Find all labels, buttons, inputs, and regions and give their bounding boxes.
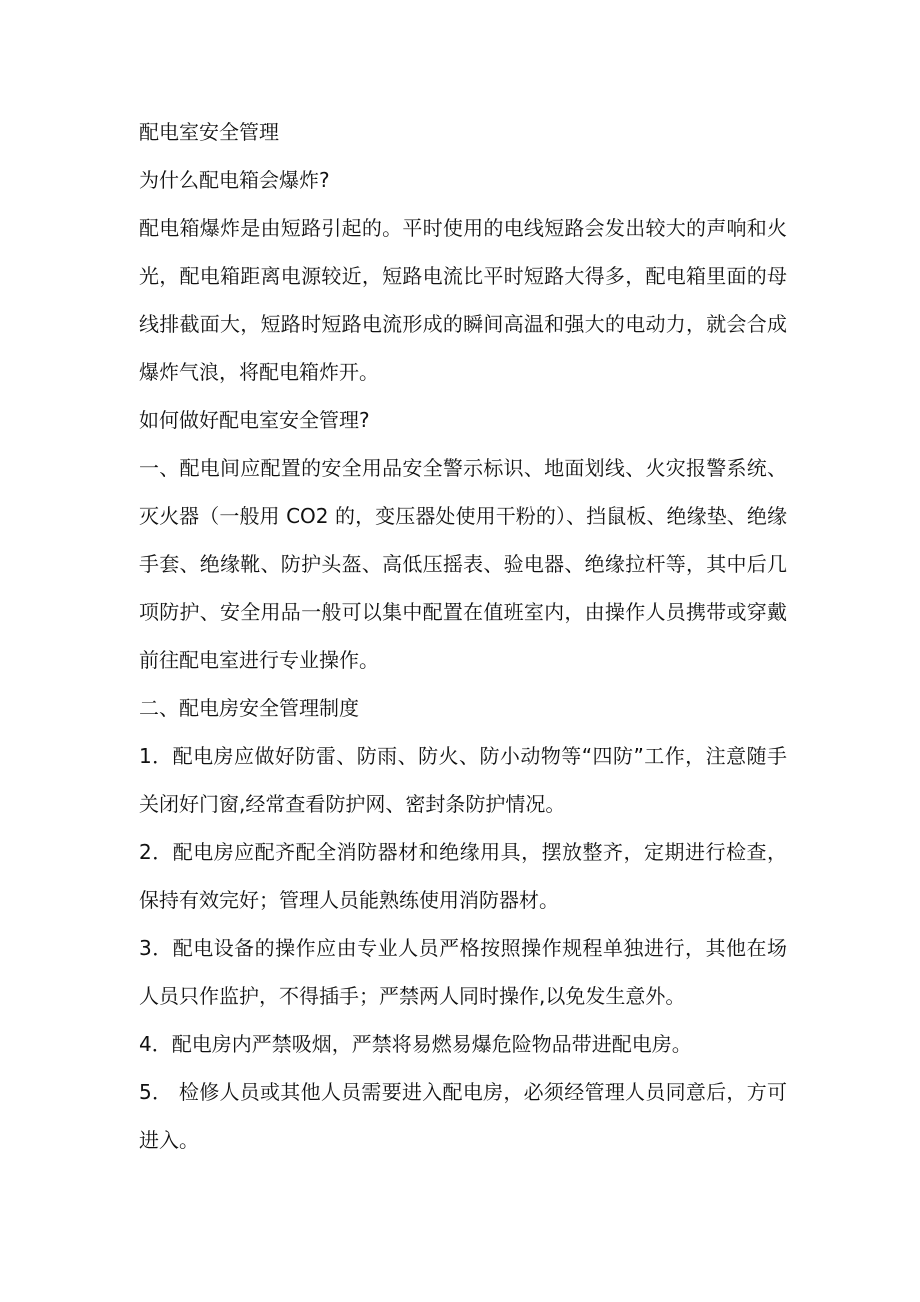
- rule-item: 1．配电房应做好防雷、防雨、防火、防小动物等“四防”工作，注意随手关闭好门窗,经常查看防护网、密封条防护情况。: [139, 744, 787, 816]
- question-why-explode: 为什么配电箱会爆炸?: [139, 168, 330, 192]
- question-how-manage: 如何做好配电室安全管理?: [139, 408, 370, 432]
- rule-item: 5． 检修人员或其他人员需要进入配电房，必须经管理人员同意后，方可进入。: [139, 1080, 787, 1152]
- section-rules-title: 二、配电房安全管理制度: [139, 696, 359, 720]
- rule-item: 2．配电房应配齐配全消防器材和绝缘用具，摆放整齐，定期进行检查，保持有效完好；管理人员能熟练使用消防器材。: [139, 840, 787, 912]
- rule-item: 3．配电设备的操作应由专业人员严格按照操作规程单独进行，其他在场人员只作监护，不得插手；严禁两人同时操作,以免发生意外。: [139, 936, 787, 1008]
- answer-why-explode: 配电箱爆炸是由短路引起的。平时使用的电线短路会发出较大的声响和火光，配电箱距离电源较近，短路电流比平时短路大得多，配电箱里面的母线排截面大，短路时短路电流形成的瞬间高温和强大的电动力，就会合成爆炸气浪，将配电箱炸开。: [139, 216, 787, 384]
- document-title: 配电室安全管理: [139, 120, 279, 144]
- rule-item: 4．配电房内严禁吸烟，严禁将易燃易爆危险物品带进配电房。: [139, 1032, 692, 1056]
- document-page: [139, 108, 787, 1164]
- section-safety-equipment: 一、配电间应配置的安全用品安全警示标识、地面划线、火灾报警系统、灭火器（一般用 CO2 的，变压器处使用干粉的）、挡鼠板、绝缘垫、绝缘手套、绝缘靴、防护头盔、高低压摇表、验电器、绝缘拉杆等，其中后几项防护、安全用品一般可以集中配置在值班室内，由操作人员携带或穿戴前往配电室进行专业操作。: [139, 456, 787, 672]
